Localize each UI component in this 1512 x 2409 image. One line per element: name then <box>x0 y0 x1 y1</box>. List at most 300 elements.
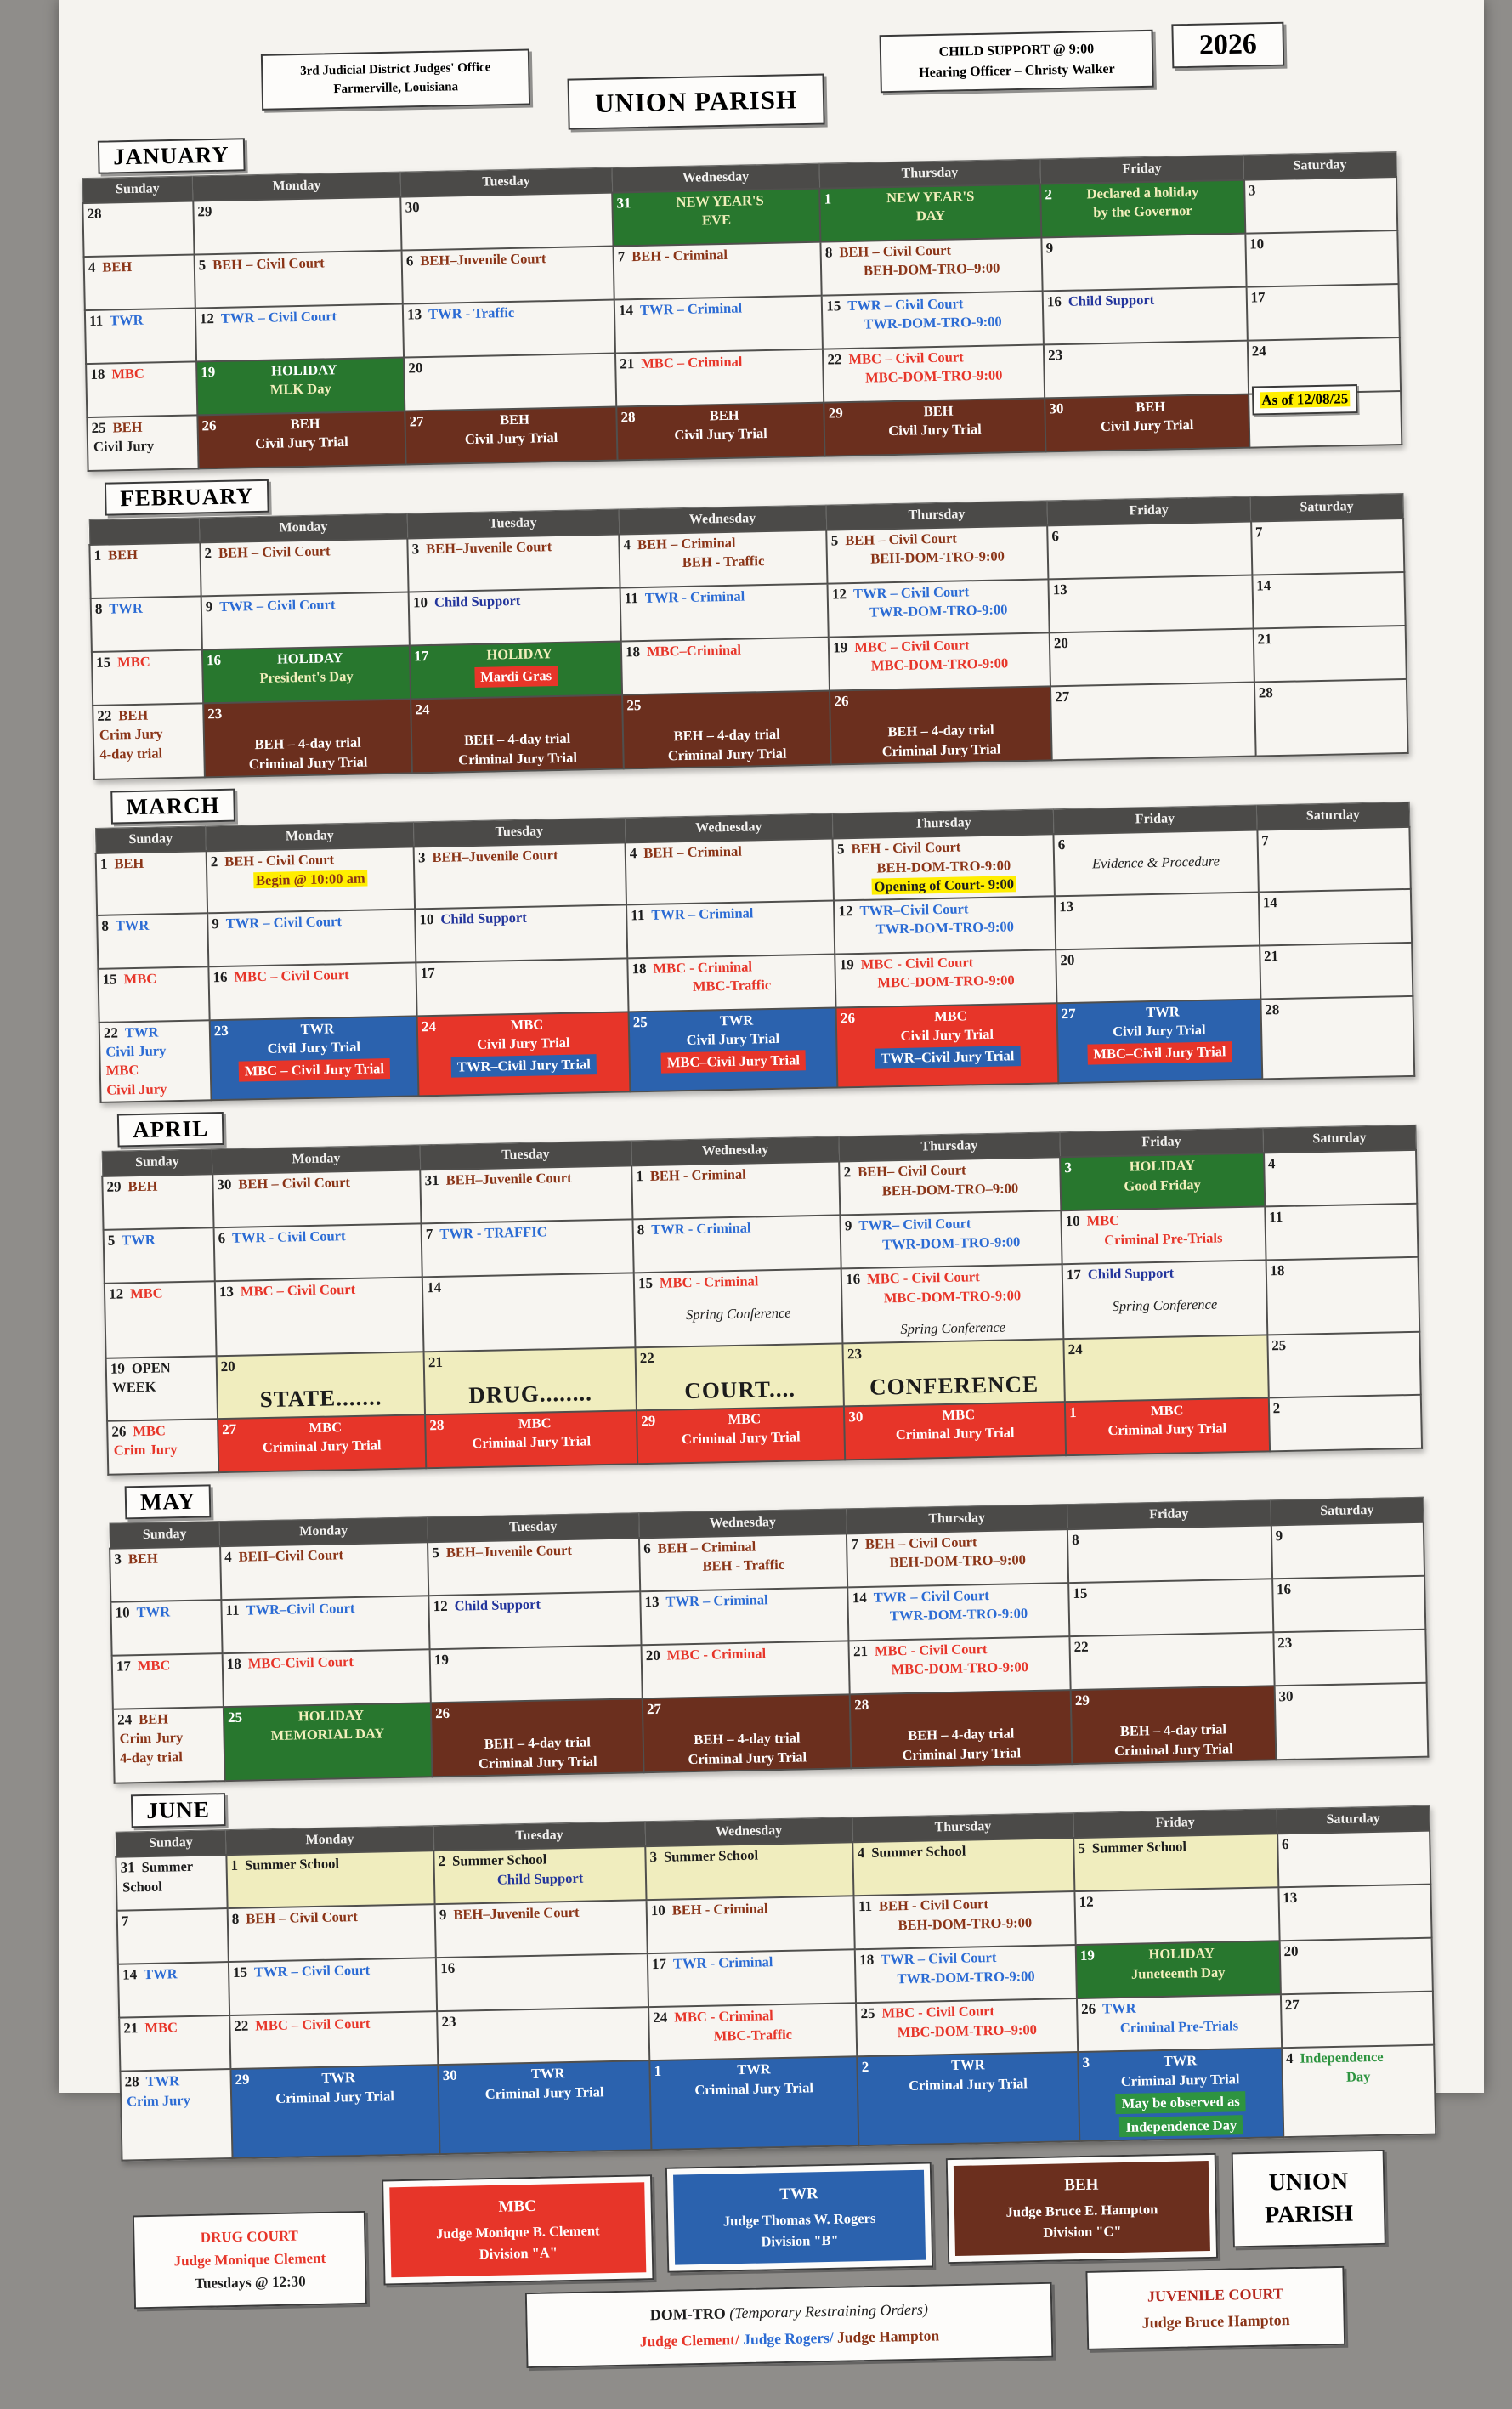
event-text: MBC <box>933 1006 967 1024</box>
event-text: Child Support <box>1067 291 1155 309</box>
event-text: Criminal Pre-Trials <box>1119 2016 1239 2036</box>
event-text: Independence Day <box>1084 2111 1279 2138</box>
event-text: MBC – Civil Court <box>234 966 349 985</box>
weekday-header: Monday <box>219 1517 428 1546</box>
event-text: Criminal Jury Trial <box>681 1428 801 1448</box>
event-text: Declared a holiday <box>1086 183 1199 202</box>
date-number: 18 <box>226 1655 241 1673</box>
date-number: 29 <box>641 1412 656 1430</box>
date-number: 12 <box>199 310 215 327</box>
date-number: 13 <box>406 306 422 323</box>
event-text: Civil Jury Trial <box>900 1025 994 1044</box>
calendar-cell <box>1053 830 1258 896</box>
event-text: BEH <box>112 418 143 436</box>
calendar-cell <box>1257 827 1411 892</box>
event-text: Begin @ 10:00 am <box>211 868 411 890</box>
calendar-cell <box>230 2065 439 2158</box>
event-text: BEH-DOM-TRO–9:00 <box>863 259 1000 280</box>
weekday-header: Sunday <box>116 1830 226 1857</box>
date-number: 5 <box>107 1232 116 1249</box>
calendar-cell <box>431 1698 644 1777</box>
date-number: 16 <box>212 968 228 985</box>
calendar-cell <box>1077 1994 1282 2052</box>
weekday-header: Saturday <box>1256 802 1409 830</box>
calendar-cell <box>1244 177 1398 234</box>
date-number: 5 <box>830 532 839 549</box>
event-text: BEH-DOM-TRO-9:00 <box>876 856 1011 876</box>
calendar-cell <box>822 291 1044 349</box>
date-number: 23 <box>1047 346 1063 364</box>
event-text: MBC-DOM-TRO–9:00 <box>897 2021 1038 2040</box>
event-text: BEH - Civil Court <box>851 838 961 858</box>
date-number: 9 <box>439 1907 447 1924</box>
event-text: STATE....... <box>259 1384 382 1413</box>
calendar-cell <box>110 1546 221 1602</box>
event-text: TWR <box>530 2065 565 2083</box>
juvenile-court-judge: Judge Bruce Hampton <box>1141 2310 1290 2332</box>
event-text: HOLIDAY <box>1129 1157 1196 1175</box>
date-number: 29 <box>828 405 843 422</box>
weekday-header: Sunday <box>102 1149 212 1176</box>
drug-court-judge: Judge Monique Clement <box>173 2249 326 2270</box>
weekday-header: Friday <box>1073 1809 1277 1838</box>
date-number: 27 <box>221 1420 237 1438</box>
event-text: BEH <box>118 706 149 724</box>
date-number: 31 <box>616 195 631 212</box>
weekday-header: Thursday <box>839 1132 1060 1162</box>
calendar-cell <box>428 1538 640 1596</box>
event-text: MBC-DOM-TRO-9:00 <box>870 655 1009 674</box>
calendar-cell <box>405 407 617 465</box>
date-number: 21 <box>852 1642 869 1660</box>
date-number: 8 <box>637 1222 645 1239</box>
event-text: TWR <box>1163 2052 1198 2070</box>
calendar-cell <box>648 1950 856 2008</box>
calendar-cell <box>1074 1888 1279 1946</box>
calendar-cell <box>193 197 401 255</box>
event-text: Civil Jury Trial <box>1100 417 1194 435</box>
date-number: 23 <box>847 1345 863 1362</box>
event-text: BEH–Civil Court <box>238 1546 344 1565</box>
date-number: 19 <box>110 1359 126 1377</box>
event-text: TWR–Civil Court <box>246 1599 355 1618</box>
date-number: 30 <box>217 1176 232 1193</box>
event-text: Child Support <box>433 592 521 610</box>
calendar-cell <box>850 1690 1072 1768</box>
date-number: 14 <box>1262 893 1277 910</box>
date-number: 22 <box>97 707 112 724</box>
event-text: Juneteenth Day <box>1130 1964 1226 1982</box>
event-text: BEH - Traffic <box>682 553 765 571</box>
event-text: TWR - TRAFFIC <box>439 1223 547 1243</box>
union-line2: PARISH <box>1264 2200 1354 2229</box>
calendar-cell <box>84 254 195 310</box>
date-number: 5 <box>198 257 207 274</box>
calendar-cell <box>1268 1395 1422 1452</box>
date-number: 7 <box>425 1226 433 1243</box>
judge-name: Judge Rogers/ <box>739 2328 834 2348</box>
calendar-cell <box>92 649 203 706</box>
calendar-cell <box>102 1174 213 1230</box>
calendar-cell <box>648 2004 857 2061</box>
date-number: 1 <box>93 547 102 564</box>
date-number: 15 <box>232 1964 248 1981</box>
calendar-cell <box>197 411 405 469</box>
event-text: MBC <box>116 653 150 671</box>
calendar-cell <box>839 1157 1061 1215</box>
event-text: BEH-DOM-TRO-9:00 <box>898 1913 1033 1933</box>
calendar-cell <box>828 579 1050 637</box>
date-number: 13 <box>218 1284 235 1301</box>
date-number: 23 <box>1277 1634 1293 1652</box>
date-number: 16 <box>440 1959 456 1977</box>
event-text: TWR – Civil Court <box>873 1587 990 1606</box>
event-text: HOLIDAY <box>297 1706 365 1725</box>
event-text: MBC - Civil Court <box>874 1641 988 1659</box>
date-number: 23 <box>213 1022 229 1039</box>
date-number: 2 <box>1045 186 1053 203</box>
event-text: Civil Jury <box>106 1080 167 1098</box>
event-text: BEH <box>709 406 739 424</box>
calendar-cell <box>1069 1632 1274 1690</box>
date-number: 20 <box>1053 634 1069 652</box>
event-text: TWR - Criminal <box>651 1219 751 1239</box>
event-text: MBC <box>144 2019 178 2037</box>
calendar-cell <box>821 237 1043 295</box>
union-line1: UNION <box>1268 2168 1349 2196</box>
event-text: Criminal Jury Trial <box>902 1744 1022 1763</box>
date-number: 8 <box>824 244 833 261</box>
date-number: 18 <box>1270 1262 1285 1279</box>
date-number: 28 <box>87 205 102 222</box>
event-text: BEH <box>499 411 530 428</box>
event-text: TWR-DOM-TRO-9:00 <box>864 313 1002 333</box>
event-text: BEH – Criminal <box>643 842 743 862</box>
date-number: 11 <box>624 590 639 607</box>
event-text: TWR – Criminal <box>651 904 754 923</box>
date-number: 19 <box>1079 1947 1096 1964</box>
calendar-may <box>108 1497 1429 1784</box>
calendar-cell <box>1246 284 1400 341</box>
weekday-header: Wednesday <box>631 1136 840 1165</box>
calendar-cell <box>93 703 205 779</box>
event-text: MBC – Civil Court <box>255 2015 371 2034</box>
calendar-cell <box>415 904 627 962</box>
date-number: 2 <box>843 1164 852 1181</box>
date-number: 24 <box>653 2009 668 2026</box>
child-support-box <box>880 30 1154 93</box>
calendar-june <box>115 1805 1436 2162</box>
calendar-cell <box>1271 1522 1424 1579</box>
event-text: BEH – Criminal <box>657 1538 756 1556</box>
division-a-judge: Judge Monique B. Clement <box>435 2222 600 2242</box>
year-label: 2026 <box>1198 28 1258 61</box>
calendar-cell <box>626 839 835 904</box>
date-number: 20 <box>220 1358 235 1375</box>
event-text: Summer School <box>244 1855 340 1873</box>
calendar-cell <box>117 1908 229 1964</box>
event-text: DAY <box>915 207 946 224</box>
date-number: 16 <box>1276 1580 1292 1598</box>
date-number: 22 <box>234 2017 249 2035</box>
date-number: 15 <box>637 1275 654 1292</box>
event-text: by the Governor <box>1093 202 1192 221</box>
date-number: 29 <box>106 1178 122 1195</box>
event-text: Criminal Jury Trial <box>478 1753 597 1771</box>
calendar-cell <box>829 632 1050 690</box>
date-number: 28 <box>854 1696 869 1714</box>
event-text: Summer School <box>663 1846 759 1866</box>
weekday-header: Monday <box>193 172 401 201</box>
calendar-cell <box>1050 683 1255 761</box>
event-text: Criminal Jury Trial <box>881 740 1001 760</box>
calendar-cell <box>645 1843 853 1901</box>
weekday-header: Tuesday <box>413 818 625 847</box>
calendar-cell <box>407 535 620 592</box>
weekday-header: Sunday <box>110 1522 220 1549</box>
calendar-cell <box>627 954 835 1012</box>
event-text: TWR <box>1146 1002 1180 1020</box>
date-number: 15 <box>826 298 841 315</box>
event-text: Civil Jury <box>93 437 155 456</box>
as-of-note <box>1252 384 1358 415</box>
calendar-cell <box>194 251 402 309</box>
date-number: 29 <box>1074 1692 1090 1709</box>
event-text: Civil Jury Trial <box>255 434 348 452</box>
date-number: 26 <box>435 1704 450 1722</box>
date-number: 14 <box>852 1589 867 1607</box>
event-text: TWR <box>136 1603 171 1621</box>
date-number: 5 <box>1078 1840 1086 1857</box>
calendar-cell <box>614 296 823 354</box>
event-text: Crim Jury <box>119 1729 184 1747</box>
calendar-cell <box>616 403 824 461</box>
event-text: TWR-DOM-TRO-9:00 <box>889 1605 1028 1624</box>
calendar-cell <box>201 592 409 649</box>
event-text: HOLIDAY <box>1148 1945 1215 1963</box>
event-text: TWR–Civil Jury Trial <box>422 1051 626 1078</box>
weekday-header: Saturday <box>1243 152 1396 180</box>
date-number: 30 <box>1049 400 1064 417</box>
calendar-cell <box>222 1649 430 1707</box>
calendar-cell <box>208 962 416 1020</box>
calendar-cell <box>833 835 1055 900</box>
weekday-header: Thursday <box>852 1813 1073 1843</box>
event-text: MBC - Civil Court <box>881 2003 995 2021</box>
event-text: Criminal Jury Trial <box>667 745 787 764</box>
date-number: 18 <box>90 366 105 383</box>
event-text: Crim Jury <box>126 2091 191 2110</box>
calendar-cell <box>1048 575 1253 633</box>
date-number: 17 <box>116 1658 132 1675</box>
date-number: 24 <box>421 1017 437 1034</box>
event-text: MBC - Criminal <box>666 1645 767 1664</box>
event-text: TWR – Civil Court <box>220 308 337 326</box>
date-number: 1 <box>824 190 832 207</box>
division-c-judge: Judge Bruce E. Hampton <box>1005 2201 1158 2221</box>
calendar-cell <box>1258 888 1412 945</box>
judge-name: Judge Hampton <box>833 2326 940 2346</box>
date-number: 6 <box>218 1230 226 1247</box>
event-text: Crim Jury <box>99 725 163 744</box>
calendar-cell <box>847 1529 1068 1587</box>
event-text: Child Support <box>440 909 527 927</box>
event-text: Criminal Jury Trial <box>909 2074 1028 2094</box>
calendar-cell <box>200 539 408 597</box>
month-february <box>88 456 1465 781</box>
event-text: BEH – Civil Court <box>212 254 325 274</box>
calendar-cell <box>105 1281 217 1358</box>
event-text: Civil Jury Trial <box>476 1034 570 1052</box>
calendar-cell <box>1266 1257 1419 1335</box>
event-text: May be observed as <box>1083 2088 1278 2114</box>
event-text: Summer <box>141 1858 194 1876</box>
event-text: Day <box>1345 2067 1371 2085</box>
date-number: 11 <box>858 1898 873 1915</box>
calendar-cell <box>1282 2045 1436 2137</box>
date-number: 26 <box>834 693 849 710</box>
date-number: 31 <box>424 1172 439 1189</box>
month-title: JUNE <box>131 1793 225 1828</box>
month-june <box>114 1768 1492 2162</box>
calendar-cell <box>215 1278 424 1356</box>
event-text: Civil Jury Trial <box>464 429 558 448</box>
event-text: President's Day <box>259 668 354 687</box>
event-text: Summer School <box>1091 1838 1187 1856</box>
date-number: 6 <box>405 252 414 269</box>
calendar-cell <box>229 2011 438 2069</box>
calendar-cell <box>422 1220 634 1278</box>
calendar-cell <box>830 686 1051 764</box>
event-text: BEH–Juvenile Court <box>445 1170 572 1188</box>
weekday-header: Monday <box>226 1826 434 1855</box>
calendar-cell <box>1252 572 1406 629</box>
event-text: COURT.... <box>684 1375 796 1404</box>
calendar-cell <box>113 1707 225 1783</box>
date-number: 25 <box>227 1709 243 1726</box>
date-number: 15 <box>95 654 111 671</box>
date-number: 20 <box>408 360 423 377</box>
calendar-cell <box>221 1596 429 1653</box>
calendar-cell <box>1260 942 1413 999</box>
event-text: BEH-DOM-TRO–9:00 <box>889 1551 1027 1571</box>
event-text: Child Support <box>454 1596 541 1614</box>
calendar-cell <box>437 2007 649 2065</box>
month-january <box>81 114 1458 472</box>
calendar-cell <box>1274 1683 1428 1760</box>
event-text: BEH <box>923 402 954 420</box>
event-text: BEH - Civil Court <box>878 1896 989 1914</box>
event-text: TWR <box>1102 1999 1136 2017</box>
event-text: Civil Jury <box>105 1042 167 1060</box>
date-number: 28 <box>620 409 636 426</box>
calendar-cell <box>635 1343 844 1410</box>
date-number: 19 <box>201 364 216 381</box>
weekday-header: Wednesday <box>645 1817 853 1846</box>
date-number: 1 <box>99 855 108 873</box>
date-number: 16 <box>846 1271 861 1288</box>
date-number: 8 <box>94 600 103 617</box>
calendar-january <box>82 151 1403 472</box>
calendar-cell <box>196 358 405 416</box>
event-text: CONFERENCE <box>869 1370 1039 1400</box>
division-c-label: Division "C" <box>1043 2223 1122 2242</box>
office-line1: 3rd Judicial District Judges' Office <box>300 60 491 78</box>
date-number: 13 <box>644 1593 660 1611</box>
date-number: 19 <box>833 639 848 656</box>
event-text: BEH <box>107 546 139 564</box>
month-april <box>100 1087 1479 1476</box>
month-title: JANUARY <box>98 138 245 173</box>
calendar-cell <box>1278 1885 1432 1941</box>
dom-tro-desc: (Temporary Restraining Orders) <box>729 2300 929 2322</box>
child-support-line2: Hearing Officer – Christy Walker <box>919 61 1115 81</box>
date-number: 27 <box>409 413 424 430</box>
calendar-cell <box>91 596 202 652</box>
calendar-cell <box>1065 1397 1270 1455</box>
event-text: Spring Conference <box>1112 1295 1218 1314</box>
date-number: 4 <box>88 258 96 275</box>
date-number: 12 <box>1079 1893 1094 1911</box>
event-text: MBC-Traffic <box>692 976 772 995</box>
calendar-cell <box>613 242 821 300</box>
calendar-cell <box>1277 1831 1431 1888</box>
event-text: MBC–Civil Jury Trial <box>633 1047 833 1074</box>
date-number: 2 <box>210 853 218 870</box>
calendar-cell <box>422 1273 636 1352</box>
calendar-cell <box>112 1653 224 1709</box>
event-text: MBC <box>123 970 157 987</box>
date-number: 16 <box>206 651 222 669</box>
division-b-label: Division "B" <box>761 2231 839 2250</box>
calendar-cell <box>435 1900 648 1958</box>
calendar-cell <box>89 542 201 598</box>
date-number: 7 <box>1254 524 1263 541</box>
calendar-cell <box>620 584 829 642</box>
event-text: Good Friday <box>1124 1176 1201 1194</box>
date-number: 1 <box>636 1168 644 1185</box>
event-text: MBC <box>137 1657 171 1675</box>
calendar-cell <box>615 349 824 407</box>
calendar-cell <box>1043 287 1248 345</box>
date-number: 10 <box>115 1604 130 1621</box>
event-text: BEH-DOM-TRO-9:00 <box>870 547 1005 567</box>
event-text: BEH– Civil Court <box>857 1161 966 1181</box>
event-text: MBC–Civil Jury Trial <box>1062 1039 1257 1065</box>
calendar-cell <box>1251 519 1405 575</box>
calendar-cell <box>1041 234 1246 292</box>
date-number: 9 <box>212 915 219 932</box>
date-number: 30 <box>442 2066 457 2084</box>
date-number: 21 <box>1263 947 1279 964</box>
calendar-cell <box>207 847 416 913</box>
calendar-cell <box>120 2069 232 2160</box>
event-text: BEH – 4-day trial <box>463 730 571 749</box>
calendar-cell <box>107 1419 218 1475</box>
date-number: 12 <box>831 586 847 603</box>
event-text: DRUG........ <box>468 1380 593 1409</box>
drug-court-title: DRUG COURT <box>200 2227 299 2246</box>
date-number: 27 <box>646 1700 662 1718</box>
event-text: TWR <box>115 916 150 934</box>
date-number: 7 <box>851 1536 859 1553</box>
date-number: 14 <box>1256 577 1271 594</box>
event-text: Spring Conference <box>685 1304 791 1323</box>
calendar-cell <box>835 949 1057 1007</box>
calendar-cell <box>1076 1941 1281 1998</box>
calendar-cell <box>1254 679 1408 757</box>
date-number: 3 <box>649 1849 658 1866</box>
